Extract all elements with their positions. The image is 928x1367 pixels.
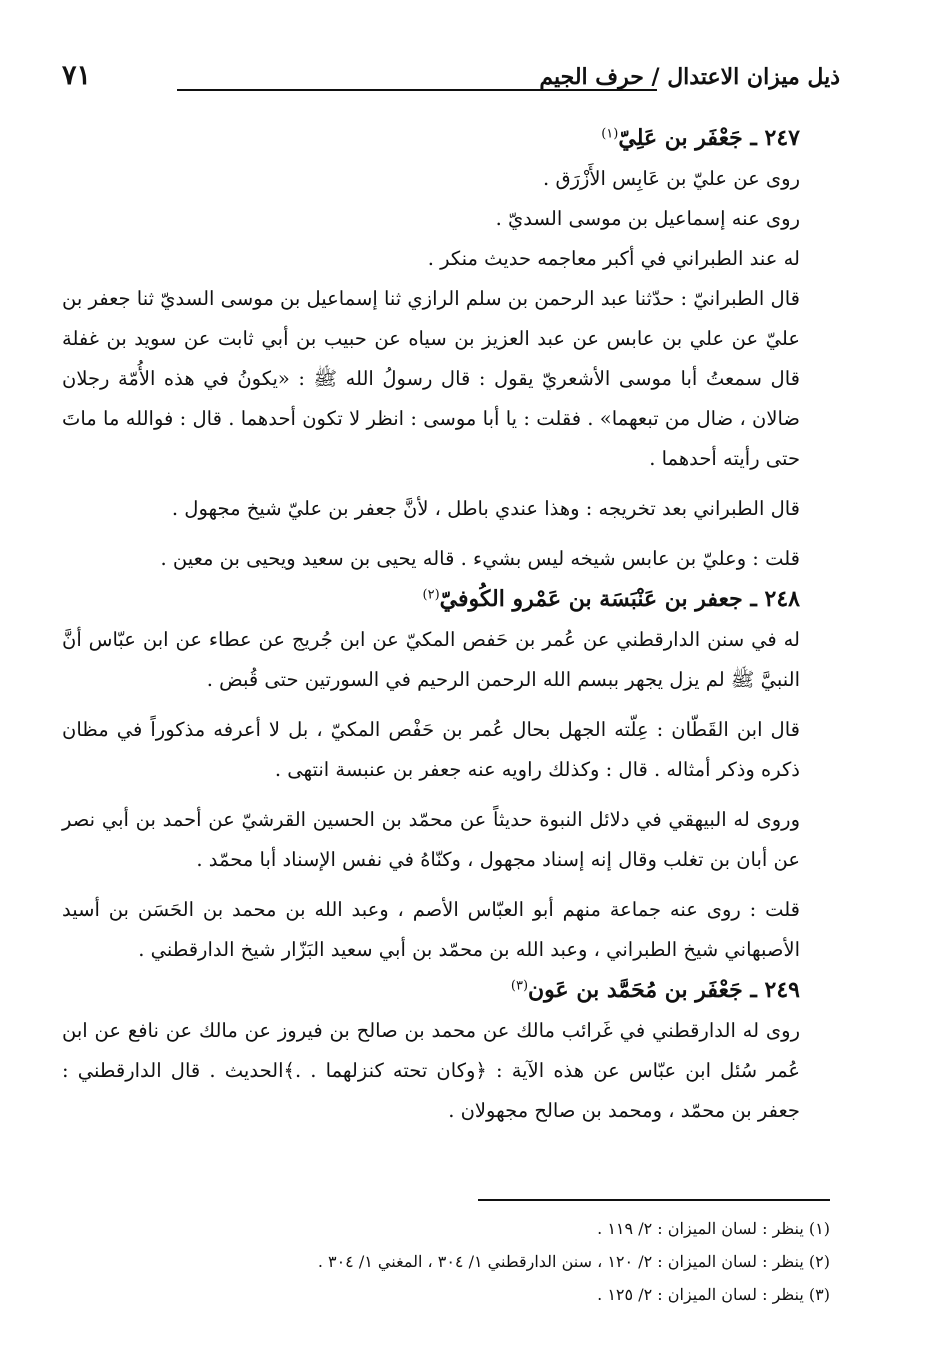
paragraph: قال الطبراني بعد تخريجه : وهذا عندي باطل ، لأنَّ جعفر بن عليّ شيخ مجهول . <box>171 497 800 520</box>
footnote-separator <box>478 1199 830 1201</box>
entry-title: ٢٤٩ ـ جَعْفَر بن مُحَمَّد بن عَون <box>528 977 800 1003</box>
page-header <box>62 60 840 100</box>
paragraph: له عند الطبراني في أكبر معاجمه حديث منكر . <box>427 247 800 270</box>
page-number: ٧١ <box>62 60 92 91</box>
paragraph: قال ابن القَطّان : عِلّته الجهل بحال عُمر بن حَفْص المكيّ ، بل لا أعرفه مذكوراً في مظان ذكره وذكر أمثاله . قال : وكذلك راويه عنه جعفر بن عنبسة انتهى . <box>62 718 800 781</box>
running-title: ذيل ميزان الاعتدال / حرف الجيم <box>539 64 840 90</box>
entry-heading-249 <box>62 970 840 1011</box>
paragraph: قلت : وعليّ بن عابس شيخه ليس بشيء . قاله يحيى بن سعيد ويحيى بن معين . <box>160 547 800 570</box>
footnote-ref: (١) <box>601 126 619 142</box>
entry-heading-248 <box>62 579 840 620</box>
main-text <box>62 118 840 1131</box>
paragraph: روى عن عليّ بن عَابِس الأَزْرَق . <box>543 167 800 190</box>
footnote-ref: (٢) <box>422 587 440 603</box>
footnotes <box>90 1212 830 1311</box>
entry-title: ٢٤٨ ـ جعفر بن عَنْبَسَة بن عَمْرو الكُوفيّ <box>439 586 800 612</box>
paragraph: روى له الدارقطني في غَرائب مالك عن محمد بن صالح بن فيروز عن مالك عن نافع عن ابن عُمر سُئل ابن عبّاس عن هذه الآية : ﴿وكان تحته كنزلهما . .﴾الحديث . قال الدارقطني : جعفر بن محمّد ، ومحمد بن صالح مجهولان . <box>62 1019 800 1122</box>
paragraph: قلت : روى عنه جماعة منهم أبو العبّاس الأصم ، وعبد الله بن محمد بن الحَسَن بن أسيد الأصبهاني شيخ الطبراني ، وعبد الله بن محمّد بن أبي سعيد البَزّار شيخ الدارقطني . <box>62 898 800 961</box>
paragraph: قال الطبرانيّ : حدّثنا عبد الرحمن بن سلم الرازي ثنا إسماعيل بن موسى السديّ ثنا جعفر بن عليّ عن علي بن عابس عن عبد العزيز بن سياه عن حبيب بن أبي ثابت عن سويد بن غفلة قال سمعتُ أبا موسى الأشعريّ يقول : قال رسولُ الله ﷺ : «يكونُ في هذه الأُمّة رجلان ضالان ، ضال من تبعهما» . فقلت : يا أبا موسى : انظر لا تكون أحدهما . قال : فوالله ما ماتَ حتى رأيته أحدهما . <box>62 287 800 470</box>
footnote-2: (٢) ينظر : لسان الميزان : ٢/ ١٢٠ ، سنن الدارقطني ١/ ٣٠٤ ، المغني ١/ ٣٠٤ . <box>317 1252 830 1271</box>
paragraph: وروى له البيهقي في دلائل النبوة حديثاً عن محمّد بن الحسين القرشيّ عن أحمد بن أبي نصر عن أبان بن تغلب وقال إنه إسناد مجهول ، وكنّاهُ في نفس الإسناد أبا محمّد . <box>62 808 800 871</box>
entry-heading-247 <box>62 118 840 159</box>
footnote-3: (٣) ينظر : لسان الميزان : ٢/ ١٢٥ . <box>597 1285 830 1304</box>
footnote-1: (١) ينظر : لسان الميزان : ٢/ ١١٩ . <box>597 1219 830 1238</box>
footnote-ref: (٣) <box>510 978 529 994</box>
paragraph: روى عنه إسماعيل بن موسى السديّ . <box>495 207 800 230</box>
entry-title: ٢٤٧ ـ جَعْفَر بن عَلِيّ <box>618 125 800 151</box>
paragraph: له في سنن الدارقطني عن عُمر بن حَفص المكيّ عن ابن جُريج عن عطاء عن ابن عبّاس أنَّ النبيَّ ﷺ لم يزل يجهر ببسم الله الرحمن الرحيم في السورتين حتى قُبض . <box>62 628 800 691</box>
